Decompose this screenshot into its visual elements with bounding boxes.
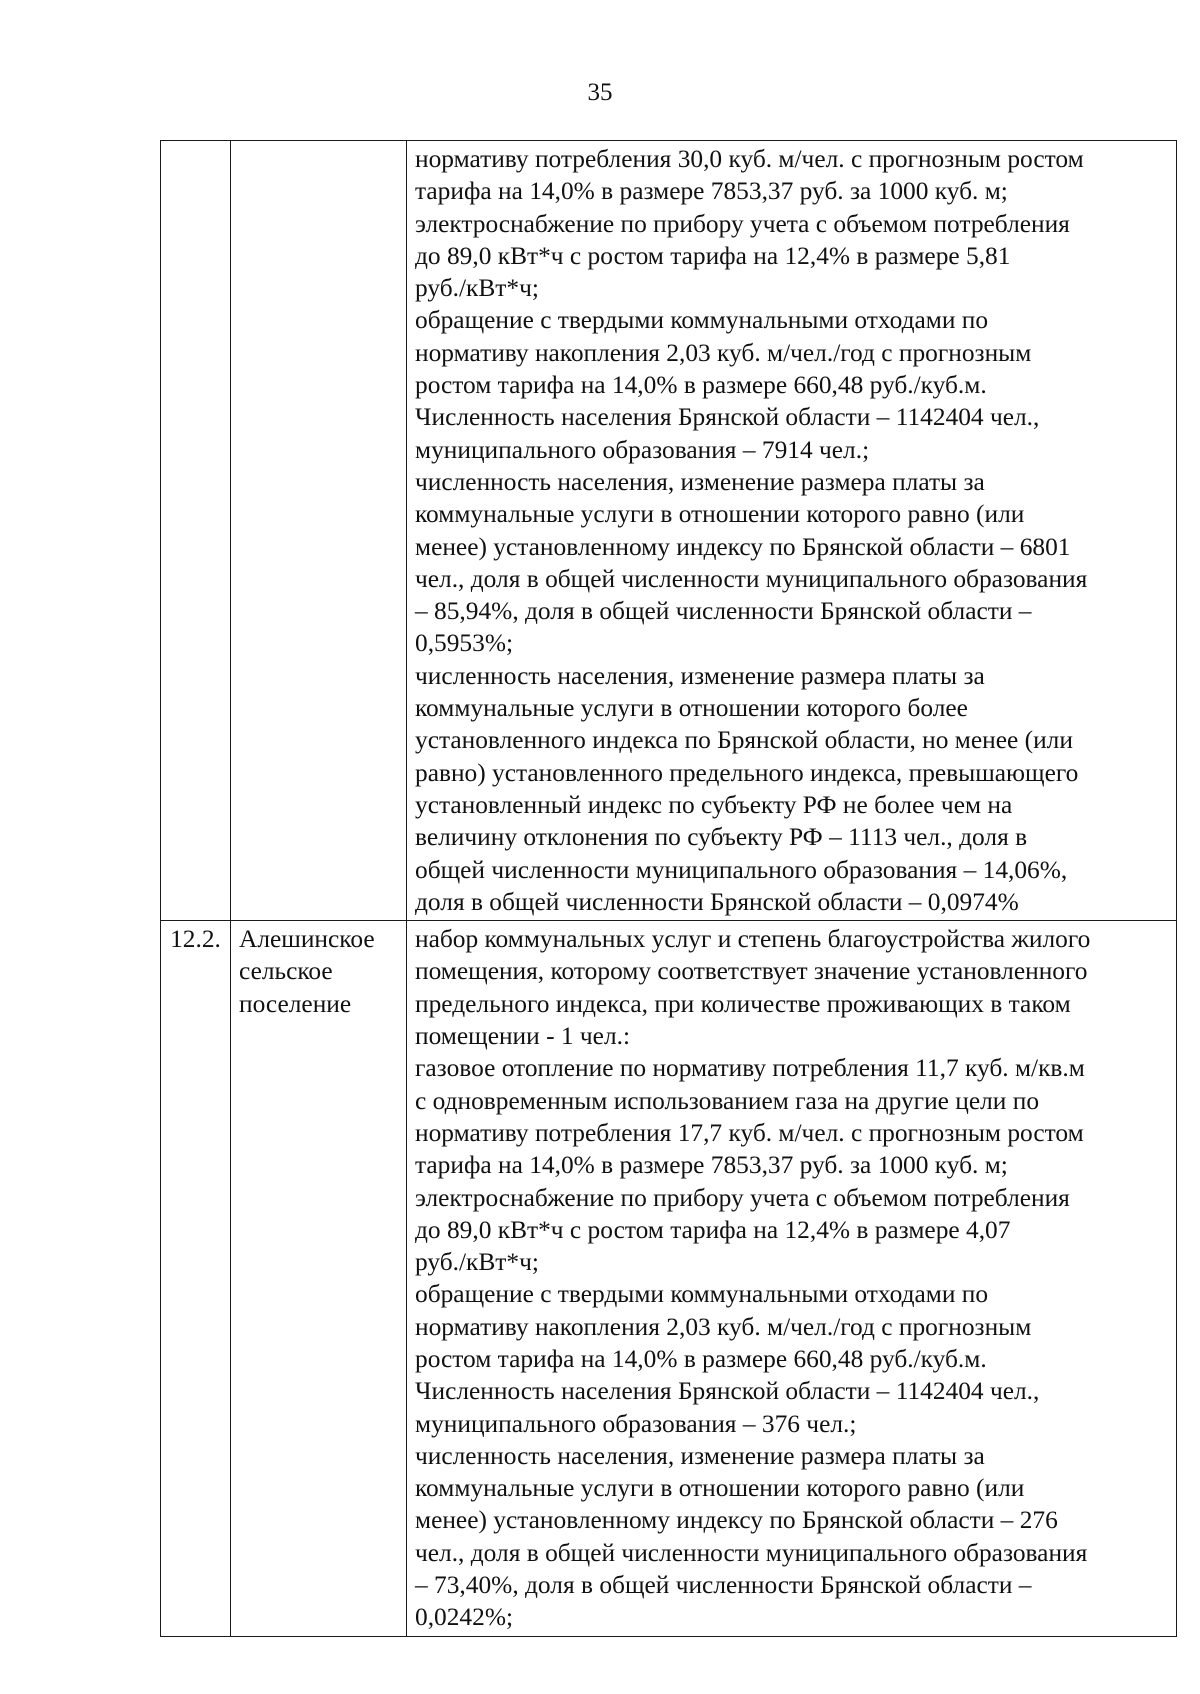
municipality-name-line: Алешинское [239,925,375,954]
municipality-name-line: сельское [239,957,333,986]
table-row [161,921,1177,1637]
description-line: помещения, которому соответствует значение установленного [415,957,1088,986]
description-line: до 89,0 кВт*ч с ростом тарифа на 12,4% в размере 4,07 [415,1215,1011,1244]
description-line: с одновременным использованием газа на другие цели по [415,1086,1040,1115]
description-line: коммунальные услуги в отношении которого равно (или [415,1474,1025,1503]
description-line: менее) установленному индексу по Брянской области – 276 [415,1506,1058,1535]
description-line: коммунальные услуги в отношении которого равно (или [415,500,1025,529]
description-line: обращение с твердыми коммунальными отходами по [415,306,989,335]
description-line: доля в общей численности Брянской области – 0,0974% [415,887,1019,916]
description-line: муниципального образования – 7914 чел.; [415,435,870,464]
description-line: электроснабжение по прибору учета с объемом потребления [415,209,1070,238]
municipality-name-cell [231,921,407,1637]
description-line: численность населения, изменение размера платы за [415,1441,985,1470]
description-line: 0,5953%; [415,629,514,658]
description-line: численность населения, изменение размера платы за [415,467,985,496]
description-line: численность населения, изменение размера платы за [415,661,985,690]
description-line: руб./кВт*ч; [415,1248,539,1277]
description-line: тарифа на 14,0% в размере 7853,37 руб. за 1000 куб. м; [415,1151,1008,1180]
description-line: величину отклонения по субъекту РФ – 1113 чел., доля в [415,823,1028,852]
description-line: равно) установленного предельного индекса, превышающего [415,758,1079,787]
description-line: коммунальные услуги в отношении которого более [415,694,968,723]
description-line: – 73,40%, доля в общей численности Брянской области – [415,1571,1032,1600]
description-line: нормативу накопления 2,03 куб. м/чел./год с прогнозным [415,1312,1032,1341]
description-line: менее) установленному индексу по Брянской области – 6801 [415,532,1071,561]
description-line: муниципального образования – 376 чел.; [415,1409,857,1438]
description-line: помещении - 1 чел.: [415,1022,631,1051]
description-line: ростом тарифа на 14,0% в размере 660,48 руб./куб.м. [415,371,987,400]
description-line: чел., доля в общей численности муниципального образования [415,564,1088,593]
municipality-name-line: поселение [239,989,352,1018]
description-line: обращение с твердыми коммунальными отходами по [415,1280,989,1309]
row-number-cell: 12.2. [161,921,231,1637]
description-line: ростом тарифа на 14,0% в размере 660,48 руб./куб.м. [415,1344,987,1373]
description-line: электроснабжение по прибору учета с объемом потребления [415,1183,1070,1212]
description-line: руб./кВт*ч; [415,274,539,303]
description-line: – 85,94%, доля в общей численности Брянской области – [415,597,1032,626]
description-line: нормативу потребления 17,7 куб. м/чел. с прогнозным ростом [415,1118,1084,1147]
description-line: набор коммунальных услуг и степень благоустройства жилого [415,925,1091,954]
description-line: газовое отопление по нормативу потребления 11,7 куб. м/кв.м [415,1054,1085,1083]
description-line: установленный индекс по субъекту РФ не более чем на [415,790,1013,819]
row-number-cell [161,141,231,921]
description-line: 0,0242%; [415,1603,514,1632]
table-row [161,141,1177,921]
municipality-name-cell [231,141,407,921]
description-line: Численность населения Брянской области – 1142404 чел., [415,1377,1040,1406]
description-line: Численность населения Брянской области – 1142404 чел., [415,403,1040,432]
description-cell [407,921,1177,1637]
description-cell [407,141,1177,921]
document-table [160,140,1177,1637]
description-line: установленного индекса по Брянской области, но менее (или [415,726,1073,755]
description-line: общей численности муниципального образования – 14,06%, [415,855,1068,884]
description-line: предельного индекса, при количестве проживающих в таком [415,989,1071,1018]
description-line: до 89,0 кВт*ч с ростом тарифа на 12,4% в размере 5,81 [415,241,1011,270]
description-line: нормативу потребления 30,0 куб. м/чел. с прогнозным ростом [415,145,1084,173]
description-line: чел., доля в общей численности муниципального образования [415,1538,1088,1567]
description-line: тарифа на 14,0% в размере 7853,37 руб. за 1000 куб. м; [415,177,1008,206]
description-line: нормативу накопления 2,03 куб. м/чел./год с прогнозным [415,338,1032,367]
page-number: 35 [587,79,613,106]
